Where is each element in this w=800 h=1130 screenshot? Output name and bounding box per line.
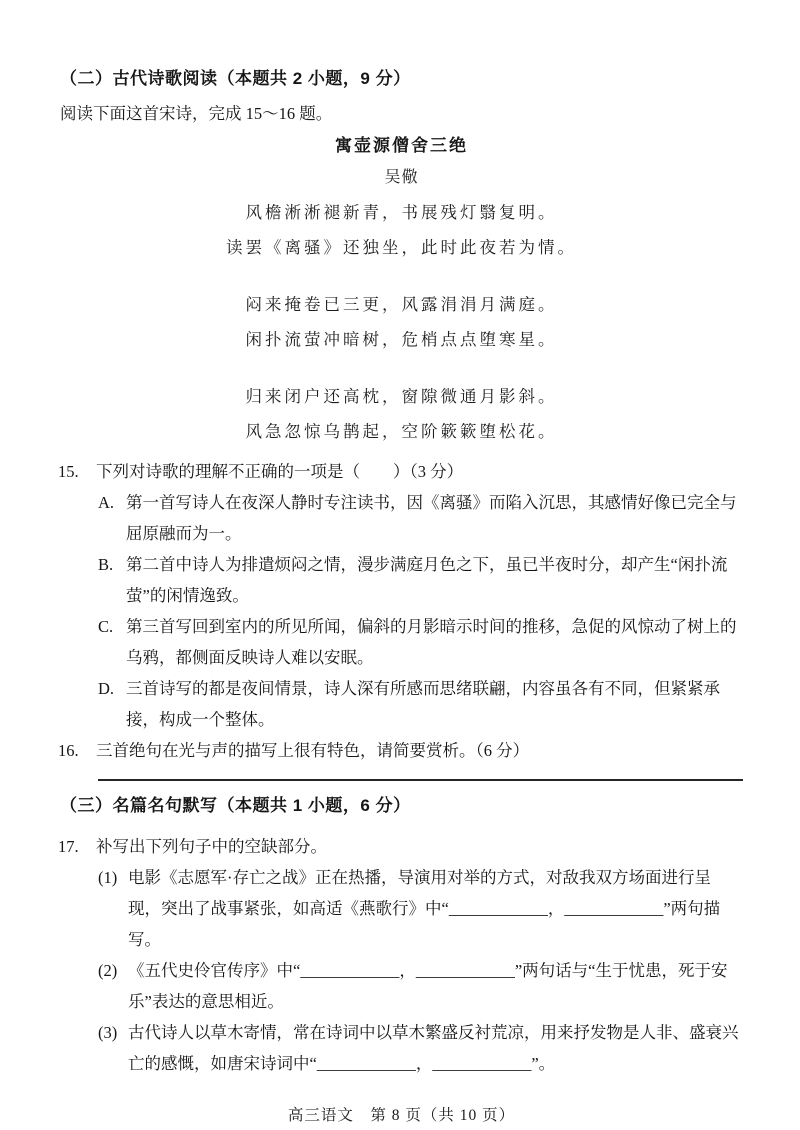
item-1-text: 电影《志愿军·存亡之战》正在热播，导演用对举的方式，对敌我双方场面进行呈现，突出了战事紧张，如高适《燕歌行》中“____________，____________”两句描写。: [128, 868, 721, 949]
option-b-label: B.: [98, 555, 114, 574]
poem-line: 闷来掩卷已三更，风露涓涓月满庭。: [245, 295, 558, 314]
item-2-text: 《五代史伶官传序》中“____________，____________”两句话与“生于忧患，死于安乐”表达的意思相近。: [128, 961, 728, 1011]
question-16-stem: 三首绝句在光与声的描写上很有特色，请简要赏析。（6 分）: [96, 741, 530, 760]
poem-line: 闲扑流萤冲暗树，危梢点点堕寒星。: [245, 330, 558, 349]
option-d-label: D.: [98, 679, 115, 698]
option-a-label: A.: [98, 493, 115, 512]
section-heading-poetry-reading: （二）古代诗歌阅读（本题共 2 小题，9 分）: [60, 69, 411, 88]
page-footer: 高三语文 第 8 页（共 10 页）: [287, 1107, 516, 1124]
question-17-item-1: [60, 862, 743, 955]
option-c-label: C.: [98, 617, 114, 636]
section-divider: [98, 779, 743, 781]
poem: [60, 133, 743, 444]
section-heading-dictation: （三）名篇名句默写（本题共 1 小题，6 分）: [60, 796, 411, 815]
question-17: [60, 831, 743, 1079]
question-16-number: 16.: [58, 741, 79, 760]
option-c-text: 第三首写回到室内的所见所闻，偏斜的月影暗示时间的推移，急促的风惊动了树上的乌鸦，都侧面反映诗人难以安眠。: [126, 617, 737, 667]
question-16: [60, 735, 743, 766]
item-2-label: (2): [98, 961, 118, 980]
option-a: [60, 487, 743, 549]
option-c: [60, 611, 743, 673]
reading-instruction: 阅读下面这首宋诗，完成 15～16 题。: [60, 104, 333, 123]
option-b: [60, 549, 743, 611]
question-15-stem-row: [60, 456, 743, 487]
item-1-label: (1): [98, 868, 118, 887]
poem-stanza-1: [60, 201, 743, 260]
question-15-number: 15.: [58, 462, 79, 481]
item-3-label: (3): [98, 1023, 118, 1042]
option-d-text: 三首诗写的都是夜间情景，诗人深有所感而思绪联翩，内容虽各有不同，但紧紧承接，构成一个整体。: [126, 679, 720, 729]
option-d: [60, 673, 743, 735]
poem-title: 寓壶源僧舍三绝: [335, 136, 468, 155]
question-15: [60, 456, 743, 766]
question-17-item-3: [60, 1017, 743, 1079]
question-17-number: 17.: [58, 837, 79, 856]
poem-stanza-2: [60, 293, 743, 352]
question-15-stem: 下列对诗歌的理解不正确的一项是（ ）（3 分）: [96, 462, 464, 481]
poem-line: 读罢《离骚》还独坐，此时此夜若为情。: [226, 238, 577, 257]
poem-author: 吴儆: [384, 169, 419, 186]
question-17-stem: 补写出下列句子中的空缺部分。: [96, 837, 327, 856]
question-17-item-2: [60, 955, 743, 1017]
option-a-text: 第一首写诗人在夜深人静时专注读书，因《离骚》而陷入沉思，其感情好像已完全与屈原融而为一。: [126, 493, 737, 543]
poem-stanzas: [60, 201, 743, 444]
poem-stanza-3: [60, 385, 743, 444]
poem-line: 风急忽惊乌鹊起，空阶簌簌堕松花。: [245, 422, 558, 441]
option-b-text: 第二首中诗人为排遣烦闷之情，漫步满庭月色之下，虽已半夜时分，却产生“闲扑流萤”的闲情逸致。: [126, 555, 728, 605]
poem-line: 归来闭户还高枕，窗隙微通月影斜。: [245, 387, 558, 406]
item-3-text: 古代诗人以草木寄情，常在诗词中以草木繁盛反衬荒凉，用来抒发物是人非、盛衰兴亡的感慨，如唐宋诗词中“____________，____________”。: [128, 1023, 739, 1073]
poem-line: 风檐淅淅褪新青，书展残灯翳复明。: [245, 203, 558, 222]
question-17-stem-row: [60, 831, 743, 862]
